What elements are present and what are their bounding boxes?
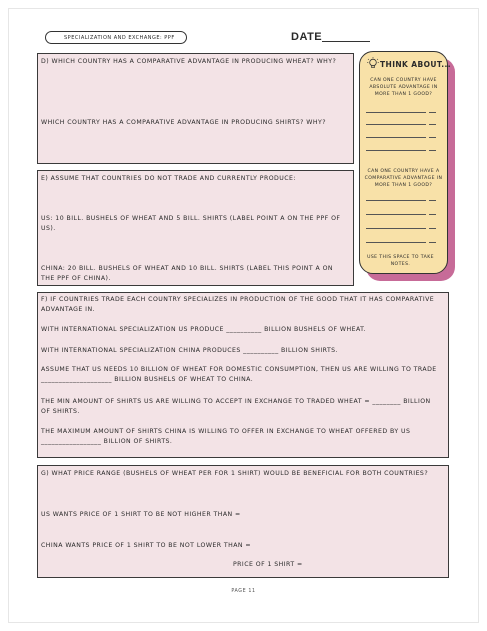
section-g-us-price: US WANTS PRICE OF 1 SHIRT TO BE NOT HIGHER THAN = [41,511,241,518]
lightbulb-icon [367,57,379,71]
note-line[interactable] [429,137,436,138]
date-field[interactable] [322,41,370,42]
note-line[interactable] [366,150,426,151]
page-number: PAGE 11 [231,589,256,594]
note-line[interactable] [429,200,436,201]
note-line[interactable] [366,242,426,243]
think-about-q2: CAN ONE COUNTRY HAVE A COMPARATIVE ADVANTAGE IN MORE THAN 1 GOOD? [364,169,443,188]
note-line[interactable] [429,150,436,151]
think-about-title: THINK ABOUT... [380,60,451,69]
section-e-china: CHINA: 20 BILL. BUSHELS OF WHEAT AND 10 BILL. SHIRTS (LABEL THIS POINT A ON THE PPF OF CHINA). [41,265,333,282]
section-f-us-produce: WITH INTERNATIONAL SPECIALIZATION US PRODUCE __________ BILLION BUSHELS OF WHEAT. [41,326,367,333]
section-e-us: US: 10 BILL. BUSHELS OF WHEAT AND 5 BILL. SHIRTS (LABEL POINT A ON THE PPF OF US). [41,215,341,232]
section-d-question-shirts: WHICH COUNTRY HAS A COMPARATIVE ADVANTAGE IN PRODUCING SHIRTS? WHY? [41,119,326,126]
section-f-china-produce: WITH INTERNATIONAL SPECIALIZATION CHINA PRODUCES __________ BILLION SHIRTS. [41,347,338,354]
section-f-assume: ASSUME THAT US NEEDS 10 BILLION OF WHEAT FOR DOMESTIC CONSUMPTION, THEN US ARE WILLING TO TRADE ____________________ BILLION BUSHELS OF WHEAT TO CHINA. [41,366,437,383]
note-line[interactable] [429,228,436,229]
note-line[interactable] [366,124,426,125]
section-e-intro: E) ASSUME THAT COUNTRIES DO NOT TRADE AND CURRENTLY PRODUCE: [41,175,296,182]
note-line[interactable] [366,137,426,138]
section-d-question-wheat: D) WHICH COUNTRY HAS A COMPARATIVE ADVANTAGE IN PRODUCING WHEAT? WHY? [41,58,337,65]
section-d-box [37,53,354,164]
section-f-intro: F) IF COUNTRIES TRADE EACH COUNTRY SPECIALIZES IN PRODUCTION OF THE GOOD THAT IT HAS COMPARATIVE ADVANTAGE IN. [41,296,435,313]
note-line[interactable] [366,112,426,113]
note-line[interactable] [429,214,436,215]
note-line[interactable] [429,124,436,125]
section-g-question: G) WHAT PRICE RANGE (BUSHELS OF WHEAT PER FOR 1 SHIRT) WOULD BE BENEFICIAL FOR BOTH COUNTRIES? [41,470,429,477]
section-g-china-price: CHINA WANTS PRICE OF 1 SHIRT TO BE NOT LOWER THAN = [41,542,252,549]
section-g-price: PRICE OF 1 SHIRT = [233,561,303,568]
section-f-max-shirts: THE MAXIMUM AMOUNT OF SHIRTS CHINA IS WILLING TO OFFER IN EXCHANGE TO WHEAT OFFERED BY US _________________ BILLION OF SHIRTS. [41,428,411,445]
date-label: DATE [291,31,323,43]
note-line[interactable] [429,112,436,113]
note-line[interactable] [366,214,426,215]
note-line[interactable] [429,242,436,243]
worksheet-title: SPECIALIZATION AND EXCHANGE: PPF [45,31,187,44]
note-line[interactable] [366,200,426,201]
section-f-min-shirts: THE MIN AMOUNT OF SHIRTS US ARE WILLING TO ACCEPT IN EXCHANGE TO TRADED WHEAT = ________ BILLION OF SHIRTS. [41,398,431,415]
think-about-footer: USE THIS SPACE TO TAKE NOTES. [367,255,434,267]
note-line[interactable] [366,228,426,229]
think-about-q1: CAN ONE COUNTRY HAVE ABSOLUTE ADVANTAGE IN MORE THAN 1 GOOD? [369,78,438,97]
